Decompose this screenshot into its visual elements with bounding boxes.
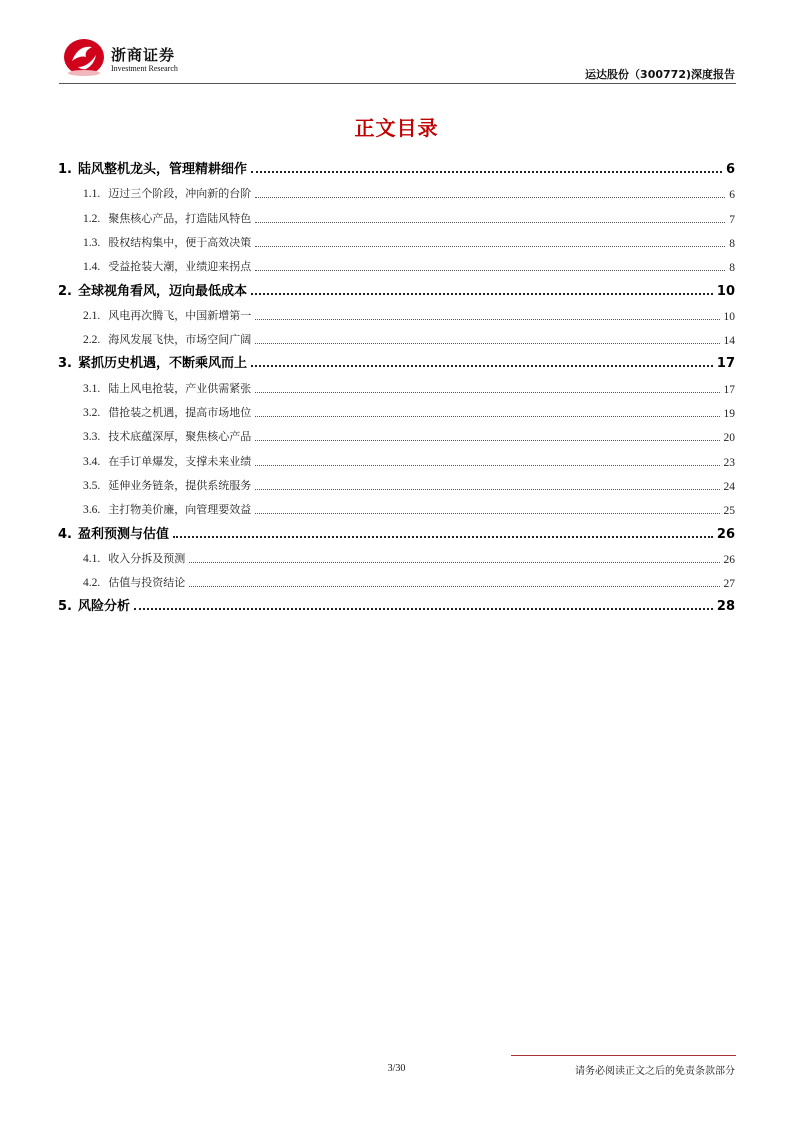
toc-entry-label [83, 477, 253, 493]
toc-entry-label [58, 523, 171, 542]
toc-entry-title: 陆风整机龙头，管理精耕细作 [77, 162, 247, 177]
toc-entry-label [83, 258, 253, 274]
header-divider [59, 83, 736, 84]
report-identifier: 运达股份（300772)深度报告 [585, 68, 735, 81]
toc-entry-title: 借抢装之机遇，提高市场地位 [108, 406, 252, 419]
toc-entry-page: 20 [723, 432, 735, 445]
toc-entry-number: 1.3. [83, 236, 101, 249]
toc-entry-section[interactable] [58, 252, 735, 274]
toc-entry-label [83, 550, 187, 566]
toc-entry-number: 1. [58, 162, 72, 177]
toc-entry-page: 23 [723, 456, 735, 469]
toc-entry-number: 2.1. [83, 309, 101, 322]
toc-dot-leader [134, 608, 713, 610]
toc-entry-number: 3.3. [83, 431, 101, 444]
page-header [0, 0, 793, 90]
toc-entry-number: 3.1. [83, 382, 101, 395]
toc-entry-section[interactable] [58, 398, 735, 420]
toc-entry-label [83, 428, 253, 444]
toc-entry-title: 紧抓历史机遇，不断乘风而上 [77, 356, 247, 372]
toc-entry-section[interactable] [58, 568, 735, 590]
toc-entry-page: 28 [716, 599, 735, 615]
toc-entry-page: 6 [725, 162, 735, 177]
toc-entry-title: 盈利预测与估值 [77, 526, 169, 542]
toc-entry-section[interactable] [58, 471, 735, 493]
toc-dot-leader [255, 246, 725, 247]
toc-dot-leader [255, 416, 719, 417]
toc-entry-label [58, 595, 132, 614]
toc-dot-leader [255, 222, 725, 223]
toc-entry-section[interactable] [58, 301, 735, 323]
toc-entry-number: 3.6. [83, 504, 101, 517]
toc-dot-leader [255, 343, 719, 344]
toc-entry-title: 迈过三个阶段，冲向新的台阶 [108, 187, 252, 201]
toc-entry-section[interactable] [58, 447, 735, 469]
toc-entry-section[interactable] [58, 204, 735, 226]
disclaimer-note: 请务必阅读正文之后的免责条款部分 [575, 1066, 735, 1077]
toc-entry-label [83, 331, 253, 347]
toc-entry-title: 收入分拆及预测 [108, 551, 186, 565]
page-number: 3/30 [387, 1063, 406, 1074]
toc-entry-page: 24 [723, 480, 735, 493]
zheshang-logo-icon [62, 37, 106, 77]
toc-dot-leader [255, 465, 719, 466]
toc-entry-label [83, 380, 253, 396]
toc-entry-number: 3.2. [83, 407, 101, 419]
company-name-en: Investment Research [111, 64, 178, 73]
toc-entry-section[interactable] [58, 544, 735, 566]
toc-entry-page: 26 [723, 553, 735, 566]
toc-entry-page: 8 [729, 237, 735, 250]
toc-entry-title: 陆上风电抢装，产业供需紧张 [108, 381, 252, 395]
toc-entry-title: 风电再次腾飞，中国新增第一 [108, 308, 252, 322]
toc-entry-number: 5. [58, 599, 72, 615]
toc-entry-page: 10 [716, 283, 735, 299]
toc-entry-label [58, 280, 249, 299]
toc-entry-label [83, 234, 253, 250]
toc-entry-label [58, 352, 249, 371]
toc-entry-title: 股权结构集中，便于高效决策 [108, 235, 252, 249]
toc-entry-section[interactable] [58, 228, 735, 250]
toc-entry-page: 17 [723, 383, 735, 396]
toc-entry-page: 10 [723, 310, 735, 323]
toc-entry-number: 1.4. [83, 261, 101, 274]
toc-entry-page: 19 [723, 408, 735, 420]
toc-dot-leader [251, 171, 722, 173]
toc-dot-leader [173, 536, 713, 538]
toc-entry-label [83, 185, 253, 201]
toc-entry-label [83, 574, 187, 590]
toc-entry-number: 4.1. [83, 552, 101, 565]
toc-entry-section[interactable] [58, 495, 735, 517]
toc-dot-leader [255, 197, 725, 198]
toc-entry-page: 8 [729, 262, 735, 275]
toc-entry-title: 海风发展飞快，市场空间广阔 [108, 333, 252, 347]
toc-entry-number: 2.2. [83, 334, 101, 347]
toc-entry-page: 17 [716, 356, 735, 372]
toc-dot-leader [255, 440, 719, 441]
toc-entry-chapter[interactable] [58, 592, 735, 614]
toc-entry-chapter[interactable] [58, 349, 735, 371]
toc-entry-number: 3.4. [83, 455, 101, 468]
toc-entry-title: 聚焦核心产品，打造陆风特色 [108, 211, 252, 225]
toc-entry-label [83, 307, 253, 323]
toc-entry-title: 受益抢装大潮，业绩迎来拐点 [108, 260, 252, 274]
toc-dot-leader [251, 293, 713, 295]
toc-entry-number: 4.2. [83, 577, 101, 590]
toc-entry-chapter[interactable] [58, 155, 735, 177]
toc-dot-leader [255, 489, 719, 490]
toc-entry-number: 1.1. [83, 188, 101, 201]
toc-dot-leader [189, 586, 719, 587]
toc-entry-number: 3. [58, 356, 72, 372]
toc-entry-title: 风险分析 [77, 599, 130, 615]
toc-entry-section[interactable] [58, 325, 735, 347]
toc-entry-page: 25 [723, 505, 735, 518]
toc-dot-leader [251, 365, 713, 367]
company-name-cn: 浙商证券 [111, 46, 176, 64]
toc-entry-label [83, 404, 253, 420]
toc-dot-leader [255, 319, 719, 320]
toc-entry-number: 1.2. [83, 212, 101, 225]
toc-entry-title: 技术底蕴深厚，聚焦核心产品 [108, 430, 252, 444]
toc-entry-section[interactable] [58, 422, 735, 444]
toc-dot-leader [255, 270, 725, 271]
toc-entry-chapter[interactable] [58, 277, 735, 299]
toc-entry-label [58, 158, 249, 177]
toc-title: 正文目录 [354, 116, 439, 140]
toc-entry-page: 14 [723, 335, 735, 348]
footer-divider [511, 1055, 736, 1056]
toc-entry-page: 26 [716, 526, 735, 542]
toc-entry-title: 主打物美价廉，向管理要效益 [108, 503, 252, 517]
toc-entry-page: 6 [729, 189, 735, 202]
toc-entry-title: 在手订单爆发，支撑未来业绩 [108, 454, 252, 468]
toc-entry-number: 3.5. [83, 479, 101, 492]
toc-entry-number: 4. [58, 526, 72, 542]
toc-entry-number: 2. [58, 283, 72, 299]
toc-entry-page: 27 [723, 578, 735, 591]
toc-dot-leader [255, 392, 719, 393]
toc-entry-title: 估值与投资结论 [108, 576, 186, 590]
toc-entry-page: 7 [729, 213, 735, 226]
toc-dot-leader [189, 562, 719, 563]
toc-entry-title: 延伸业务链条，提供系统服务 [108, 478, 252, 492]
toc-entry-label [83, 501, 253, 517]
toc-entry-chapter[interactable] [58, 520, 735, 542]
toc-entry-section[interactable] [58, 179, 735, 201]
toc-entry-label [83, 453, 253, 469]
toc-dot-leader [255, 513, 719, 514]
toc-entry-section[interactable] [58, 374, 735, 396]
toc-entry-title: 全球视角看风，迈向最低成本 [77, 283, 247, 299]
toc-entry-label [83, 210, 253, 226]
